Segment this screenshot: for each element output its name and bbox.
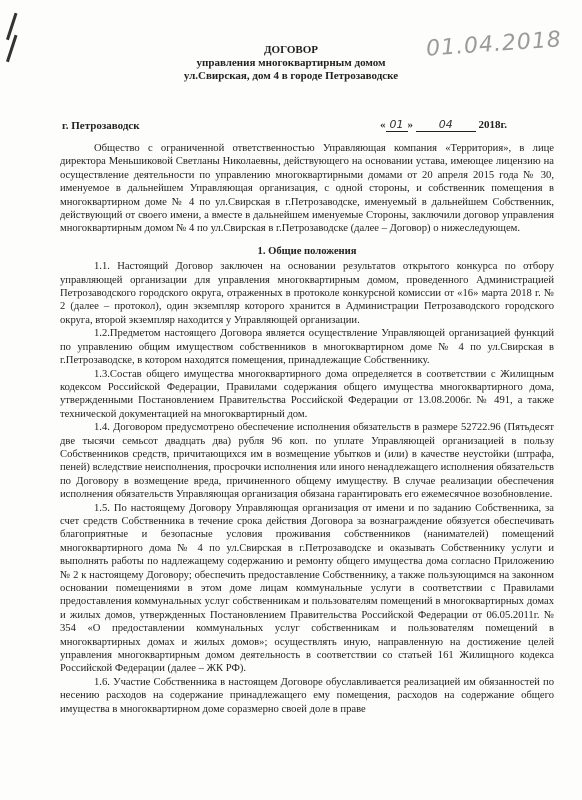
intro-paragraph: Общество с ограниченной ответственностью Управляющая компания «Территория», в лице директора Меньшиковой Светланы Николаевны, действующего на основании устава, имеющее лицензию на осуществление деятельности по управлению многоквартирными домами от 20 апреля 2015 года № 30, именуемое в дальнейшем Управляющая организация, с одной стороны, и собственник помещения в многоквартирном доме № 4 по ул.Свирская в г.Петрозаводске, именуемый в дальнейшем Собственник, действующий от своего имени, а вместе в дальнейшем именуемые Стороны, заключили договор управления многоквартирным домом № 4 по ул.Свирская в г.Петрозаводске (далее – Договор) о нижеследующем. <box>60 143 554 235</box>
paragraph-1-3: 1.3.Состав общего имущества многоквартирного дома определяется в соответствии с Жилищным кодексом Российской Федерации, Правилами содержания общего имущества многоквартирного дома, утвержденными Постановлением Правительства Российской Федерации от 13.08.2006г. № 491, а также технической документацией на многоквартирный дом. <box>60 368 554 420</box>
city: г. Петрозаводск <box>62 120 140 132</box>
paragraph-1-2: 1.2.Предметом настоящего Договора является осуществление Управляющей организацией функций по управлению общим имуществом собственников в многоквартирном доме № 4 по ул.Свирская в г.Петрозаводске, в котором находятся помещения, принадлежащие Собственнику. <box>60 328 554 367</box>
title-line-3: ул.Свирская, дом 4 в городе Петрозаводске <box>183 70 399 82</box>
section-title: 1. Общие положения <box>257 245 357 257</box>
title-line-2: управления многоквартирным домом <box>196 57 386 69</box>
date-day: 01 <box>386 118 408 132</box>
paragraph-1-6: 1.6. Участие Собственника в настоящем Договоре обуславливается реализацией им обязанностей по несению расходов на содержание принадлежащего ему помещения, расходов на содержание общего имущества в многоквартирном доме соразмерно своей доле в праве <box>60 676 554 715</box>
paragraph-1-4: 1.4. Договором предусмотрено обеспечение исполнения обязательств в размере 52722.96 (Пятьдесят две тысячи семьсот двадцать два) рубля 96 коп. по уплате Управляющей организацией в пользу Собственников средств, причитающихся им в возмещение убытков и (или) в качестве неустойки (штрафа, пеней) вследствие неисполнения, просрочки исполнения или иного ненадлежащего исполнения обязательств по Договору в возмещение вреда, причиненного общему имуществу. В случае реализации обеспечения исполнения обязательств Управляющая организация обязана гарантировать его ежемесячное возобновление. <box>60 422 554 501</box>
contract-date: « 01 » 04 2018г. <box>380 118 508 131</box>
handwritten-date: 01.04.2018 <box>425 27 563 62</box>
paragraph-1-5: 1.5. По настоящему Договору Управляющая организация от имени и по заданию Собственника, за счет средств Собственника в течение срока действия Договора за вознаграждение обязуется обеспечивать благоприятные и безопасные условия проживания собственников (нанимателей) помещений многоквартирного дома № 4 по ул.Свирская в г.Петрозаводске и оказывать Собственнику услуги и выполнять работы по надлежащему содержанию и ремонту общего имущества дома согласно Приложению № 2 к настоящему Договору; обеспечить предоставление Собственнику, а также пользующимся на законном основании помещениями в этом доме лицам коммунальные услуги в соответствии с Правилами предоставления коммунальных услуг собственникам и пользователям помещений в многоквартирных домах и жилых домов, утвержденных Постановлением Правительства Российской Федерации от 06.05.2011г. № 354 «О предоставлении коммунальных услуг собственникам и пользователям помещений в многоквартирных домах и жилых домов»; осуществлять иную, направленную на достижение целей управления многоквартирным домом деятельность в соответствии со статьей 161 Жилищного кодекса Российской Федерации (далее – ЖК РФ). <box>60 502 554 675</box>
title-line-1: ДОГОВОР <box>263 44 319 56</box>
document-title <box>0 44 582 83</box>
paragraph-1-1: 1.1. Настоящий Договор заключен на основании результатов открытого конкурса по отбору управляющей организации для управления многоквартирным домом, проведенного Администрацией Петрозаводского городского округа, отраженных в протоколе конкурсной комиссии от «16» марта 2018 г. № 2 (далее – протокол), один экземпляр которого хранится в Администрации Петрозаводского городского округа, второй экземпляр находится у Управляющей организации. <box>60 261 554 326</box>
date-year: 2018г. <box>478 119 508 131</box>
contract-body <box>60 142 554 716</box>
date-month: 04 <box>416 118 476 132</box>
